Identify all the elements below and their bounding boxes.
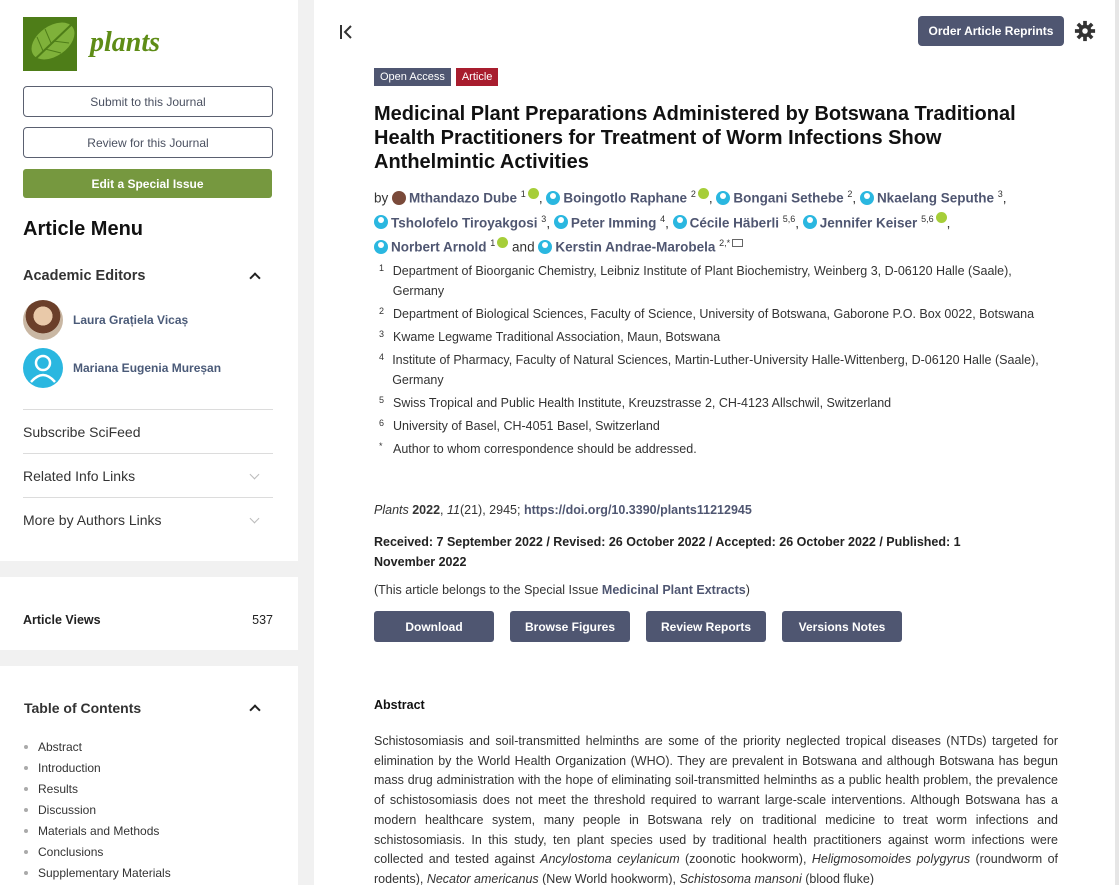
journal-logo[interactable] xyxy=(23,17,160,71)
special-prefix: (This article belongs to the Special Issue xyxy=(374,583,599,597)
review-button[interactable]: Review for this Journal xyxy=(23,127,273,158)
author-photo xyxy=(392,191,406,205)
author-link[interactable]: Boingotlo Raphane xyxy=(563,190,688,206)
user-icon xyxy=(554,215,568,229)
journal-name: plants xyxy=(90,27,161,58)
editor-name[interactable]: Mariana Eugenia Mureșan xyxy=(73,361,222,375)
open-access-badge: Open Access xyxy=(374,68,451,86)
abstract-part: Schistosomiasis and soil-transmitted helminths are some of the priority neglected tropical diseases (NTDs) targeted for elimination by the World Health Organization (WHO). They are prevalent in Botswana and although Botswana has begun mass drug administration with the hope of eliminating soil-transmitted helminths as a public health problem, the prevalence of schistosomiasis does not meet the threshold required to warrant large-scale interventions. Although Botswana has a modern healthcare system, many people in Botswana rely on traditional medicine to treat worm infections and schistosomiasis. In this study, ten plant species used by traditional health practitioners against worm infections were collected and tested against xyxy=(374,734,1058,867)
avatar xyxy=(23,300,63,340)
author-sup: 5,6 xyxy=(921,213,934,224)
user-icon xyxy=(673,215,687,229)
and-label: and xyxy=(512,239,535,255)
toc-item[interactable]: Supplementary Materials xyxy=(24,862,171,883)
sidebar-card-main xyxy=(0,0,298,561)
affiliation-text: University of Basel, CH-4051 Basel, Switzerland xyxy=(393,419,660,433)
more-by-authors-links[interactable]: More by Authors Links xyxy=(23,512,162,528)
author-sup: 5,6 xyxy=(782,213,796,224)
scrollbar[interactable] xyxy=(1115,0,1119,885)
affiliation-num: 1 xyxy=(379,263,385,273)
abstract-part: (blood fluke) xyxy=(801,871,874,885)
user-icon xyxy=(374,240,388,254)
review-reports-button[interactable]: Review Reports xyxy=(646,611,766,642)
author-sup: 4 xyxy=(660,213,666,224)
abstract-title: Abstract xyxy=(374,698,425,712)
cite-year: 2022 xyxy=(412,503,441,517)
article-views-count: 537 xyxy=(252,613,273,627)
special-suffix: ) xyxy=(745,583,750,597)
species-name: Schistosoma mansoni xyxy=(679,871,802,885)
author-sup: 2 xyxy=(847,189,853,199)
toc-list xyxy=(24,736,171,883)
cite-rest: (21), 2945; xyxy=(459,503,521,517)
abstract-text xyxy=(374,732,1058,885)
affiliations xyxy=(374,261,1054,462)
affiliation xyxy=(374,416,1054,436)
collapse-sidebar-icon[interactable] xyxy=(339,24,355,40)
author-sup: 3 xyxy=(997,189,1003,199)
author-link[interactable]: Peter Imming xyxy=(570,215,657,230)
mail-icon[interactable] xyxy=(732,239,743,247)
author-link[interactable]: Tsholofelo Tiroyakgosi xyxy=(391,215,538,230)
article-actions xyxy=(374,611,902,642)
author-link[interactable]: Bongani Sethebe xyxy=(733,190,844,206)
abstract-part: (New World hookworm), xyxy=(538,871,680,885)
article-title: Medicinal Plant Preparations Administered by Botswana Traditional Health Practitioners for Treatment of Worm Infections Show Anthelmintic Activities xyxy=(374,103,1016,173)
user-icon xyxy=(538,240,552,254)
edit-special-issue-button[interactable]: Edit a Special Issue xyxy=(23,169,272,198)
versions-notes-button[interactable]: Versions Notes xyxy=(782,611,902,642)
toc-item[interactable]: Conclusions xyxy=(24,841,171,862)
author-link[interactable]: Nkaelang Seputhe xyxy=(876,190,994,206)
author-sup: 1 xyxy=(520,189,526,199)
cite-journal: Plants xyxy=(374,503,409,517)
toc-item[interactable]: Materials and Methods xyxy=(24,820,171,841)
special-issue-link[interactable]: Medicinal Plant Extracts xyxy=(601,583,746,597)
user-icon xyxy=(803,215,817,229)
author-sup: 3 xyxy=(541,213,547,224)
user-icon xyxy=(23,348,63,388)
abstract-part: (zoonotic hookworm), xyxy=(679,852,812,867)
orcid-icon[interactable] xyxy=(497,237,508,248)
author-link[interactable]: Cécile Häberli xyxy=(689,215,779,230)
orcid-icon[interactable] xyxy=(698,188,709,199)
author-sup: 1 xyxy=(490,238,496,248)
subscribe-scifeed-link[interactable]: Subscribe SciFeed xyxy=(23,424,141,440)
affiliation xyxy=(374,327,1054,347)
affiliation xyxy=(374,350,1054,390)
cite-volume: 11 xyxy=(447,503,460,517)
affiliation-num: * xyxy=(379,441,383,451)
affiliation-text: Kwame Legwame Traditional Association, Maun, Botswana xyxy=(393,330,721,344)
affiliation-text: Swiss Tropical and Public Health Institute, Kreuzstrasse 2, CH-4123 Allschwil, Switzerland xyxy=(393,396,892,410)
by-label: by xyxy=(374,190,389,206)
author-link[interactable]: Jennifer Keiser xyxy=(819,215,918,230)
affiliation-num: 3 xyxy=(379,329,385,339)
author-sup: 2,* xyxy=(719,238,731,248)
toc-item[interactable]: Introduction xyxy=(24,757,171,778)
sidebar xyxy=(0,0,298,885)
species-name: Necator americanus xyxy=(426,871,539,885)
submit-button[interactable]: Submit to this Journal xyxy=(23,86,273,117)
user-icon xyxy=(860,191,874,205)
affiliation xyxy=(374,439,1054,459)
orcid-icon[interactable] xyxy=(528,188,539,199)
species-name: Ancylostoma ceylanicum xyxy=(540,852,680,867)
author-link[interactable]: Kerstin Andrae-Marobela xyxy=(555,239,716,255)
toc-item[interactable]: Results xyxy=(24,778,171,799)
orcid-icon[interactable] xyxy=(936,212,947,223)
related-info-links[interactable]: Related Info Links xyxy=(23,468,136,484)
article-menu-title: Article Menu xyxy=(23,218,144,240)
affiliation xyxy=(374,304,1054,324)
leaf-icon xyxy=(23,17,77,71)
toc-item[interactable]: Discussion xyxy=(24,799,171,820)
author-sup: 2 xyxy=(690,189,696,199)
article-views-label: Article Views xyxy=(23,613,101,627)
citation: Plants 2022, 11(21), 2945; https://doi.org/10.3390/plants11212945 xyxy=(374,503,752,517)
academic-editors-title[interactable]: Academic Editors xyxy=(23,268,146,284)
special-issue-note xyxy=(374,583,750,597)
affiliation-num: 2 xyxy=(379,306,385,316)
editor-item[interactable] xyxy=(23,300,188,340)
user-icon xyxy=(546,191,560,205)
toc-title[interactable]: Table of Contents xyxy=(24,700,142,716)
abstract-part: (roundworm of rodents), xyxy=(374,852,1058,885)
affiliation-num: 6 xyxy=(379,418,385,428)
publication-dates: Received: 7 September 2022 / Revised: 26 October 2022 / Accepted: 26 October 2022 / Published: 1 November 2022 xyxy=(374,535,961,569)
author-list: by Mthandazo Dube $^1$ , Boingotlo Raphane $^2$ , Bongani Sethebe $^2$, Nkaelang Seputhe $^3$, Tsholofelo Tiroyakgosi $^3$, Peter Imming $^4$, Cécile Häberli $^{5,6}$, Jennifer Keiser $^{5,6}$ , Norbert Arnold $^1$ and Kerstin Andrae-Marobela $^{2,*}$ xyxy=(374,189,1007,255)
species-name: Heligmosomoides polygyrus xyxy=(811,852,971,867)
doi-link[interactable]: https://doi.org/10.3390/plants11212945 xyxy=(523,503,752,517)
affiliation-text: Department of Bioorganic Chemistry, Leibniz Institute of Plant Biochemistry, Weinberg 3, D-06120 Halle (Saale), Germany xyxy=(392,264,1012,298)
download-button[interactable]: Download xyxy=(374,611,494,642)
article-type-badge: Article xyxy=(456,68,499,86)
author-link[interactable]: Mthandazo Dube xyxy=(409,190,518,206)
article-main xyxy=(314,0,1119,885)
divider xyxy=(23,497,273,498)
affiliation xyxy=(374,261,1054,301)
author-link[interactable]: Norbert Arnold xyxy=(391,239,487,255)
toc-item[interactable]: Abstract xyxy=(24,736,171,757)
affiliation-text: Institute of Pharmacy, Faculty of Natural Sciences, Martin-Luther-University Halle-Wittenberg, D-06120 Halle (Saale), Germany xyxy=(392,353,1039,387)
editor-item[interactable] xyxy=(23,348,221,388)
chevron-down-icon[interactable] xyxy=(250,514,260,524)
chevron-up-icon[interactable] xyxy=(249,272,260,283)
affiliation xyxy=(374,393,1054,413)
affiliation-num: 4 xyxy=(379,352,385,362)
affiliation-text: Author to whom correspondence should be addressed. xyxy=(393,442,697,456)
gear-icon[interactable] xyxy=(1074,20,1096,42)
user-icon xyxy=(374,215,388,229)
order-reprints-button[interactable]: Order Article Reprints xyxy=(918,16,1064,46)
divider xyxy=(23,453,273,454)
chevron-down-icon[interactable] xyxy=(250,470,260,480)
user-icon xyxy=(716,191,730,205)
editor-name[interactable]: Laura Grațiela Vicaș xyxy=(73,313,189,327)
divider xyxy=(23,409,273,410)
affiliation-num: 5 xyxy=(379,395,385,405)
article-badges xyxy=(374,68,498,86)
affiliation-text: Department of Biological Sciences, Faculty of Science, University of Botswana, Gaborone P.O. Box 0022, Botswana xyxy=(393,307,1035,321)
browse-figures-button[interactable]: Browse Figures xyxy=(510,611,630,642)
